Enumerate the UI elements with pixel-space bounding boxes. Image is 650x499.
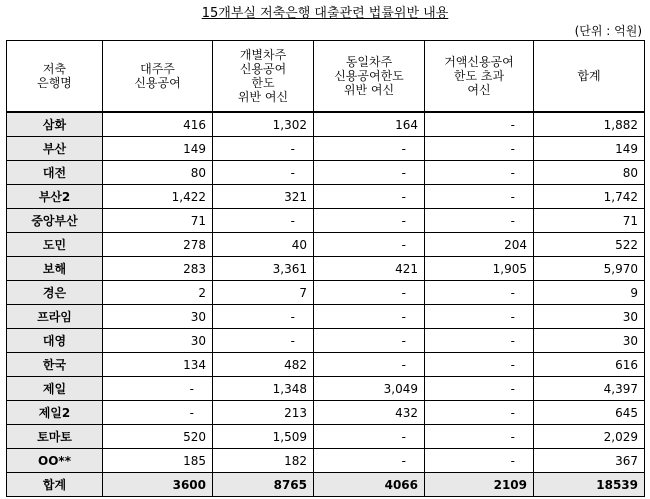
large-credit-limit-cell: -	[425, 137, 534, 161]
total-cell: 2,029	[534, 425, 645, 449]
individual-borrower-limit-cell: 213	[213, 401, 314, 425]
bank-name: 삼화	[7, 112, 103, 137]
table-row	[7, 112, 645, 137]
individual-borrower-limit-cell: 182	[213, 449, 314, 473]
major-shareholder-credit-cell: 278	[103, 233, 213, 257]
individual-borrower-limit-cell: 7	[213, 281, 314, 305]
individual-borrower-limit-cell: 8765	[213, 473, 314, 497]
header-individual-borrower-limit: 개별차주 신용공여 한도 위반 여신	[213, 41, 314, 113]
bank-name: 프라임	[7, 305, 103, 329]
table-row	[7, 209, 645, 233]
header-total: 합계	[534, 41, 645, 113]
individual-borrower-limit-cell: -	[213, 137, 314, 161]
bank-name: 제일2	[7, 401, 103, 425]
bank-name: 경은	[7, 281, 103, 305]
individual-borrower-limit-cell: 40	[213, 233, 314, 257]
bank-name: 토마토	[7, 425, 103, 449]
same-borrower-limit-cell: -	[314, 281, 425, 305]
total-cell: 80	[534, 161, 645, 185]
individual-borrower-limit-cell: -	[213, 305, 314, 329]
bank-name: OO**	[7, 449, 103, 473]
table-header-row	[7, 41, 645, 113]
total-cell: 645	[534, 401, 645, 425]
same-borrower-limit-cell: -	[314, 353, 425, 377]
major-shareholder-credit-cell: -	[103, 377, 213, 401]
major-shareholder-credit-cell: 185	[103, 449, 213, 473]
large-credit-limit-cell: -	[425, 209, 534, 233]
large-credit-limit-cell: -	[425, 185, 534, 209]
bank-name: 한국	[7, 353, 103, 377]
major-shareholder-credit-cell: 30	[103, 305, 213, 329]
total-cell: 4,397	[534, 377, 645, 401]
total-cell: 522	[534, 233, 645, 257]
major-shareholder-credit-cell: 1,422	[103, 185, 213, 209]
bank-name: 보해	[7, 257, 103, 281]
large-credit-limit-cell: -	[425, 353, 534, 377]
major-shareholder-credit-cell: -	[103, 401, 213, 425]
table-row	[7, 305, 645, 329]
table-body	[7, 112, 645, 497]
same-borrower-limit-cell: -	[314, 209, 425, 233]
same-borrower-limit-cell: 4066	[314, 473, 425, 497]
table-row	[7, 233, 645, 257]
bank-name: 제일	[7, 377, 103, 401]
individual-borrower-limit-cell: -	[213, 209, 314, 233]
major-shareholder-credit-cell: 3600	[103, 473, 213, 497]
large-credit-limit-cell: -	[425, 401, 534, 425]
table-row	[7, 281, 645, 305]
same-borrower-limit-cell: -	[314, 233, 425, 257]
bank-name: 부산2	[7, 185, 103, 209]
table-row	[7, 329, 645, 353]
total-label: 합계	[7, 473, 103, 497]
large-credit-limit-cell: 204	[425, 233, 534, 257]
same-borrower-limit-cell: -	[314, 449, 425, 473]
large-credit-limit-cell: -	[425, 425, 534, 449]
table-row	[7, 257, 645, 281]
table-row	[7, 425, 645, 449]
major-shareholder-credit-cell: 134	[103, 353, 213, 377]
header-large-credit-limit: 거액신용공여 한도 초과 여신	[425, 41, 534, 113]
header-bank-name: 저축 은행명	[7, 41, 103, 113]
total-cell: 18539	[534, 473, 645, 497]
header-major-shareholder-credit: 대주주 신용공여	[103, 41, 213, 113]
total-cell: 5,970	[534, 257, 645, 281]
violation-table	[6, 40, 645, 497]
bank-name: 도민	[7, 233, 103, 257]
table-row	[7, 185, 645, 209]
individual-borrower-limit-cell: 1,509	[213, 425, 314, 449]
same-borrower-limit-cell: 421	[314, 257, 425, 281]
table-row	[7, 401, 645, 425]
same-borrower-limit-cell: -	[314, 425, 425, 449]
large-credit-limit-cell: -	[425, 281, 534, 305]
header-same-borrower-limit: 동일차주 신용공여한도 위반 여신	[314, 41, 425, 113]
major-shareholder-credit-cell: 416	[103, 112, 213, 137]
bank-name: 중앙부산	[7, 209, 103, 233]
large-credit-limit-cell: -	[425, 305, 534, 329]
large-credit-limit-cell: -	[425, 329, 534, 353]
individual-borrower-limit-cell: -	[213, 329, 314, 353]
table-row	[7, 137, 645, 161]
large-credit-limit-cell: -	[425, 449, 534, 473]
large-credit-limit-cell: -	[425, 112, 534, 137]
total-row	[7, 473, 645, 497]
same-borrower-limit-cell: 3,049	[314, 377, 425, 401]
table-row	[7, 377, 645, 401]
same-borrower-limit-cell: 432	[314, 401, 425, 425]
individual-borrower-limit-cell: 321	[213, 185, 314, 209]
bank-name: 부산	[7, 137, 103, 161]
total-cell: 1,882	[534, 112, 645, 137]
same-borrower-limit-cell: -	[314, 305, 425, 329]
table-row	[7, 353, 645, 377]
major-shareholder-credit-cell: 2	[103, 281, 213, 305]
major-shareholder-credit-cell: 80	[103, 161, 213, 185]
individual-borrower-limit-cell: 482	[213, 353, 314, 377]
total-cell: 9	[534, 281, 645, 305]
large-credit-limit-cell: -	[425, 161, 534, 185]
large-credit-limit-cell: 1,905	[425, 257, 534, 281]
same-borrower-limit-cell: -	[314, 137, 425, 161]
table-row	[7, 161, 645, 185]
same-borrower-limit-cell: -	[314, 329, 425, 353]
major-shareholder-credit-cell: 149	[103, 137, 213, 161]
total-cell: 30	[534, 305, 645, 329]
individual-borrower-limit-cell: 3,361	[213, 257, 314, 281]
large-credit-limit-cell: 2109	[425, 473, 534, 497]
bank-name: 대영	[7, 329, 103, 353]
large-credit-limit-cell: -	[425, 377, 534, 401]
major-shareholder-credit-cell: 30	[103, 329, 213, 353]
major-shareholder-credit-cell: 520	[103, 425, 213, 449]
individual-borrower-limit-cell: 1,302	[213, 112, 314, 137]
unit-label: (단위 : 억원)	[574, 24, 642, 38]
total-cell: 71	[534, 209, 645, 233]
same-borrower-limit-cell: 164	[314, 112, 425, 137]
total-cell: 149	[534, 137, 645, 161]
individual-borrower-limit-cell: 1,348	[213, 377, 314, 401]
bank-name: 대전	[7, 161, 103, 185]
total-cell: 367	[534, 449, 645, 473]
total-cell: 616	[534, 353, 645, 377]
total-cell: 30	[534, 329, 645, 353]
same-borrower-limit-cell: -	[314, 185, 425, 209]
major-shareholder-credit-cell: 283	[103, 257, 213, 281]
document-title: 15개부실 저축은행 대출관련 법률위반 내용	[201, 6, 449, 21]
total-cell: 1,742	[534, 185, 645, 209]
same-borrower-limit-cell: -	[314, 161, 425, 185]
major-shareholder-credit-cell: 71	[103, 209, 213, 233]
table-row	[7, 449, 645, 473]
individual-borrower-limit-cell: -	[213, 161, 314, 185]
